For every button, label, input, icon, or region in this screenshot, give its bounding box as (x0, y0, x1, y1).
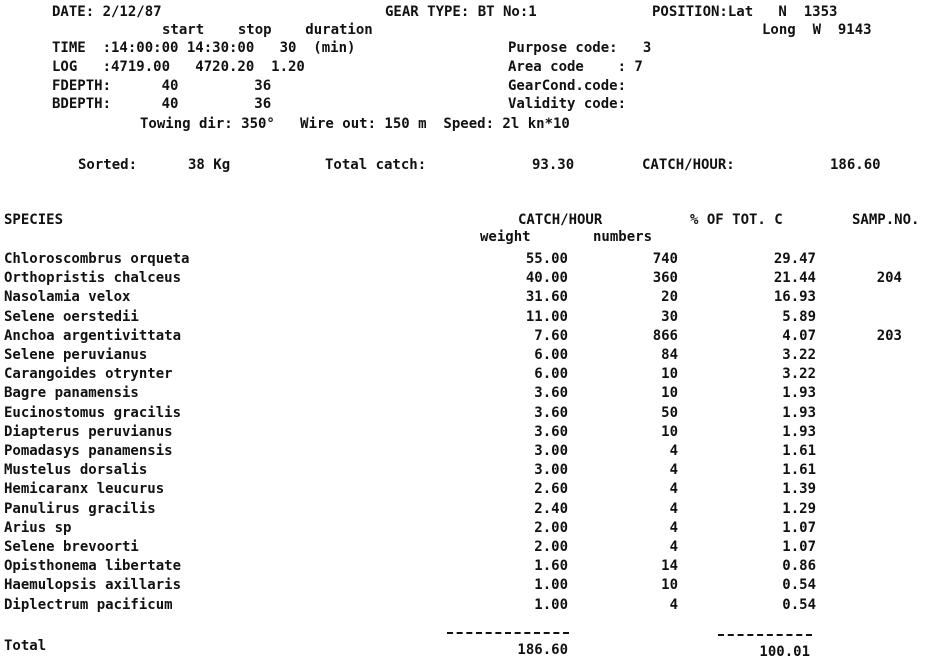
weight-value: 3.60 (534, 424, 568, 440)
pct-value: 3.22 (782, 366, 816, 382)
total-catch-value: 93.30 (532, 157, 575, 173)
pct-value: 3.22 (782, 347, 816, 363)
catch-hour-label: CATCH/HOUR: (642, 157, 735, 173)
species-name: Pomadasys panamensis (4, 443, 173, 459)
pct-value: 0.54 (782, 597, 816, 613)
pct-total-column-header: % OF TOT. C (690, 212, 783, 228)
species-name: Mustelus dorsalis (4, 462, 148, 478)
pct-total-rule (718, 634, 812, 636)
pct-value: 16.93 (773, 289, 816, 305)
numbers-value: 4 (669, 539, 678, 555)
numbers-value: 10 (661, 577, 678, 593)
weight-value: 2.00 (534, 520, 568, 536)
pct-value: 0.86 (782, 558, 816, 574)
weight-value: 2.40 (534, 501, 568, 517)
numbers-value: 30 (661, 309, 678, 325)
weight-subheader: weight (480, 229, 531, 245)
weight-value: 3.60 (534, 405, 568, 421)
weight-value: 1.60 (534, 558, 568, 574)
weight-value: 7.60 (534, 328, 568, 344)
catch-hour-value: 186.60 (830, 157, 881, 173)
numbers-value: 10 (661, 385, 678, 401)
species-name: Selene oerstedii (4, 309, 139, 325)
weight-value: 31.60 (525, 289, 568, 305)
total-label: Total (4, 638, 47, 654)
weight-value: 1.00 (534, 577, 568, 593)
species-name: Carangoides otrynter (4, 366, 173, 382)
weight-total-rule (447, 632, 569, 634)
species-name: Opisthonema libertate (4, 558, 182, 574)
species-column-header: SPECIES (4, 212, 64, 228)
species-name: Orthopristis chalceus (4, 270, 182, 286)
weight-value: 55.00 (525, 251, 568, 267)
fdepth-row: FDEPTH: 40 36 (52, 78, 272, 94)
numbers-value: 4 (669, 462, 678, 478)
species-name: Panulirus gracilis (4, 501, 156, 517)
pct-value: 21.44 (773, 270, 816, 286)
towing-row: Towing dir: 350° Wire out: 150 m Speed: 2l kn*10 (140, 116, 570, 132)
total-weight-value: 186.60 (517, 642, 568, 658)
weight-value: 3.60 (534, 385, 568, 401)
catch-hour-column-header: CATCH/HOUR (518, 212, 603, 228)
weight-value: 6.00 (534, 347, 568, 363)
numbers-value: 4 (669, 597, 678, 613)
numbers-value: 360 (652, 270, 678, 286)
pct-value: 1.93 (782, 405, 816, 421)
weight-value: 3.00 (534, 443, 568, 459)
date-field: DATE: 2/12/87 (52, 4, 162, 20)
sample-number-value: 203 (876, 328, 902, 344)
pct-value: 1.39 (782, 481, 816, 497)
numbers-value: 84 (661, 347, 678, 363)
weight-value: 3.00 (534, 462, 568, 478)
pct-value: 29.47 (773, 251, 816, 267)
species-name: Anchoa argentivittata (4, 328, 182, 344)
pct-value: 4.07 (782, 328, 816, 344)
sample-number-column-header: SAMP.NO. (852, 212, 920, 228)
weight-value: 2.60 (534, 481, 568, 497)
numbers-value: 14 (661, 558, 678, 574)
numbers-value: 10 (661, 366, 678, 382)
species-name: Arius sp (4, 520, 72, 536)
species-name: Eucinostomus gracilis (4, 405, 182, 421)
sorted-value: 38 Kg (188, 157, 231, 173)
numbers-value: 740 (652, 251, 678, 267)
total-pct-value: 100.01 (759, 644, 810, 660)
numbers-value: 4 (669, 481, 678, 497)
species-name: Nasolamia velox (4, 289, 131, 305)
weight-value: 2.00 (534, 539, 568, 555)
numbers-value: 4 (669, 501, 678, 517)
pct-value: 5.89 (782, 309, 816, 325)
numbers-subheader: numbers (593, 229, 653, 245)
bdepth-row: BDEPTH: 40 36 (52, 96, 272, 112)
species-name: Diplectrum pacificum (4, 597, 173, 613)
total-catch-label: Total catch: (325, 157, 427, 173)
pct-value: 0.54 (782, 577, 816, 593)
position-lat-field: POSITION:Lat N 1353 (652, 4, 838, 20)
weight-value: 1.00 (534, 597, 568, 613)
gear-type-field: GEAR TYPE: BT No:1 (385, 4, 537, 20)
numbers-value: 4 (669, 520, 678, 536)
species-name: Haemulopsis axillaris (4, 577, 182, 593)
validity-code-field: Validity code: (508, 96, 627, 112)
numbers-value: 20 (661, 289, 678, 305)
species-name: Selene brevoorti (4, 539, 139, 555)
log-row: LOG :4719.00 4720.20 1.20 (52, 59, 305, 75)
pct-value: 1.07 (782, 520, 816, 536)
species-name: Selene peruvianus (4, 347, 148, 363)
species-name: Bagre panamensis (4, 385, 139, 401)
sample-number-value: 204 (876, 270, 902, 286)
species-name: Diapterus peruvianus (4, 424, 173, 440)
pct-value: 1.93 (782, 385, 816, 401)
species-name: Hemicaranx leucurus (4, 481, 165, 497)
time-row: TIME :14:00:00 14:30:00 30 (min) (52, 40, 356, 56)
numbers-value: 50 (661, 405, 678, 421)
position-long-field: Long W 9143 (762, 22, 872, 38)
area-code-field: Area code : 7 (508, 59, 643, 75)
pct-value: 1.61 (782, 443, 816, 459)
pct-value: 1.29 (782, 501, 816, 517)
gearcond-code-field: GearCond.code: (508, 78, 627, 94)
purpose-code-field: Purpose code: 3 (508, 40, 652, 56)
weight-value: 11.00 (525, 309, 568, 325)
time-column-labels: start stop duration (162, 22, 373, 38)
pct-value: 1.93 (782, 424, 816, 440)
weight-value: 6.00 (534, 366, 568, 382)
sorted-label: Sorted: (78, 157, 138, 173)
numbers-value: 10 (661, 424, 678, 440)
pct-value: 1.07 (782, 539, 816, 555)
species-name: Chloroscombrus orqueta (4, 251, 190, 267)
pct-value: 1.61 (782, 462, 816, 478)
weight-value: 40.00 (525, 270, 568, 286)
numbers-value: 866 (652, 328, 678, 344)
numbers-value: 4 (669, 443, 678, 459)
